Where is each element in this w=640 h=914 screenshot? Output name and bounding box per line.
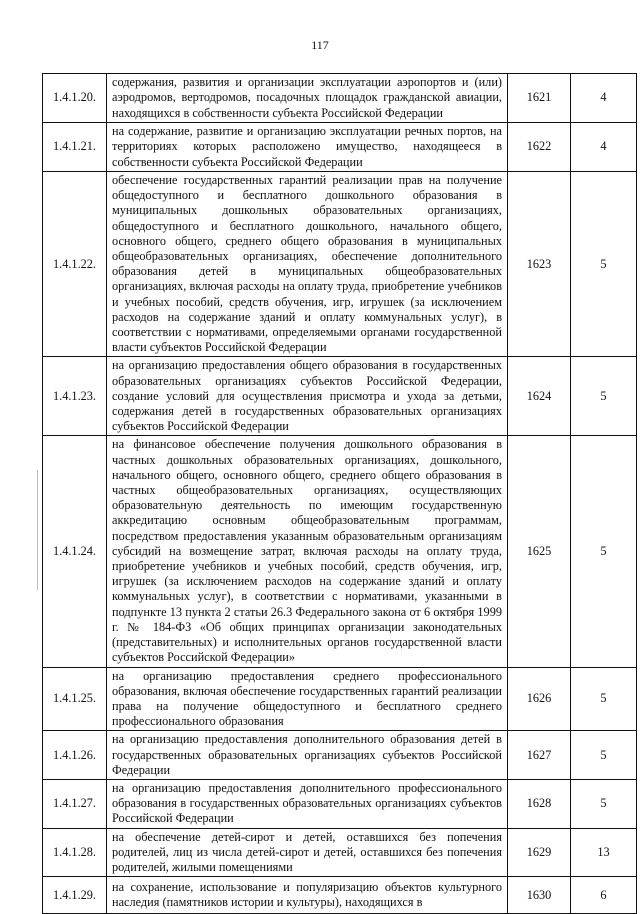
row-number: 1626 xyxy=(508,667,571,731)
row-group: 5 xyxy=(571,667,637,731)
row-group: 5 xyxy=(571,779,637,828)
table-row xyxy=(43,828,637,877)
row-number: 1625 xyxy=(508,436,571,667)
row-group: 5 xyxy=(571,436,637,667)
row-code: 1.4.1.27. xyxy=(43,779,107,828)
row-group: 5 xyxy=(571,357,637,436)
table-row xyxy=(43,877,637,914)
page-number: 117 xyxy=(311,38,329,52)
row-text: на организацию предоставления среднего профессионального образования, включая обеспечение государственных гарантий реализации права на получение общедоступного и бесплатного среднего профессионального образования xyxy=(107,667,508,731)
row-group: 4 xyxy=(571,74,637,123)
table-row xyxy=(43,123,637,172)
row-text: на обеспечение детей-сирот и детей, оставшихся без попечения родителей, лиц из числа детей-сирот и детей, оставшихся без попечения родителей, жилыми помещениями xyxy=(107,828,508,877)
row-code: 1.4.1.29. xyxy=(43,877,107,914)
document-table xyxy=(42,73,637,914)
row-text: на организацию предоставления дополнительного образования детей в государственных образовательных организациях субъектов Российской Федерации xyxy=(107,731,508,780)
row-code: 1.4.1.23. xyxy=(43,357,107,436)
table-row xyxy=(43,357,637,436)
table-row xyxy=(43,779,637,828)
table-row xyxy=(43,667,637,731)
row-number: 1624 xyxy=(508,357,571,436)
row-code: 1.4.1.26. xyxy=(43,731,107,780)
row-text: обеспечение государственных гарантий реализации прав на получение общедоступного и бесплатного дошкольного образования в муниципальных дошкольных образовательных организациях, общедоступного и бесплатного дошкольного, начального общего, основного общего, среднего общего образования в муниципальных общеобразовательных организациях, обеспечение дополнительного образования детей в муниципальных общеобразовательных организациях, включая расходы на оплату труда, приобретение учебников и учебных пособий, средств обучения, игр, игрушек (за исключением расходов на содержание зданий и оплату коммунальных услуг), в соответствии с нормативами, определяемыми органами государственной власти субъектов Российской Федерации xyxy=(107,172,508,357)
row-code: 1.4.1.25. xyxy=(43,667,107,731)
table-row xyxy=(43,172,637,357)
row-text: содержания, развития и организации эксплуатации аэропортов и (или) аэродромов, вертодромов, посадочных площадок гражданской авиации, находящихся в собственности субъекта Российской Федерации xyxy=(107,74,508,123)
table-row xyxy=(43,436,637,667)
row-number: 1627 xyxy=(508,731,571,780)
row-code: 1.4.1.28. xyxy=(43,828,107,877)
row-text: на финансовое обеспечение получения дошкольного образования в частных дошкольных образовательных организациях, дошкольного, начального общего, основного общего, среднего общего образования в частных общеобразовательных организациях, осуществляющих образовательную деятельность по имеющим государственную аккредитацию основным общеобразовательным программам, посредством предоставления указанным образовательным организациям субсидий на возмещение затрат, включая расходы на оплату труда, приобретение учебников и учебных пособий, средств обучения, игр, игрушек (за исключением расходов на содержание зданий и оплату коммунальных услуг), в соответствии с нормативами, указанными в подпункте 13 пункта 2 статьи 26.3 Федерального закона от 6 октября 1999 г. № 184-ФЗ «Об общих принципах организации законодательных (представительных) и исполнительных органов государственной власти субъектов Российской Федерации» xyxy=(107,436,508,667)
scan-artifact-line xyxy=(37,470,38,590)
row-number: 1628 xyxy=(508,779,571,828)
row-group: 5 xyxy=(571,172,637,357)
row-number: 1622 xyxy=(508,123,571,172)
row-number: 1623 xyxy=(508,172,571,357)
row-text: на организацию предоставления дополнительного профессионального образования в государственных образовательных организациях субъектов Российской Федерации xyxy=(107,779,508,828)
row-group: 5 xyxy=(571,731,637,780)
row-code: 1.4.1.21. xyxy=(43,123,107,172)
row-code: 1.4.1.24. xyxy=(43,436,107,667)
row-text: на организацию предоставления общего образования в государственных образовательных организациях субъектов Российской Федерации, создание условий для осуществления присмотра и ухода за детьми, содержания детей в государственных образовательных организациях субъектов Российской Федерации xyxy=(107,357,508,436)
row-group: 13 xyxy=(571,828,637,877)
table-row xyxy=(43,731,637,780)
row-number: 1621 xyxy=(508,74,571,123)
row-number: 1630 xyxy=(508,877,571,914)
row-text: на сохранение, использование и популяризацию объектов культурного наследия (памятников истории и культуры), находящихся в xyxy=(107,877,508,914)
table-row xyxy=(43,74,637,123)
row-code: 1.4.1.22. xyxy=(43,172,107,357)
row-group: 4 xyxy=(571,123,637,172)
row-text: на содержание, развитие и организацию эксплуатации речных портов, на территориях которых расположено имущество, находящееся в собственности субъекта Российской Федерации xyxy=(107,123,508,172)
row-group: 6 xyxy=(571,877,637,914)
row-number: 1629 xyxy=(508,828,571,877)
row-code: 1.4.1.20. xyxy=(43,74,107,123)
